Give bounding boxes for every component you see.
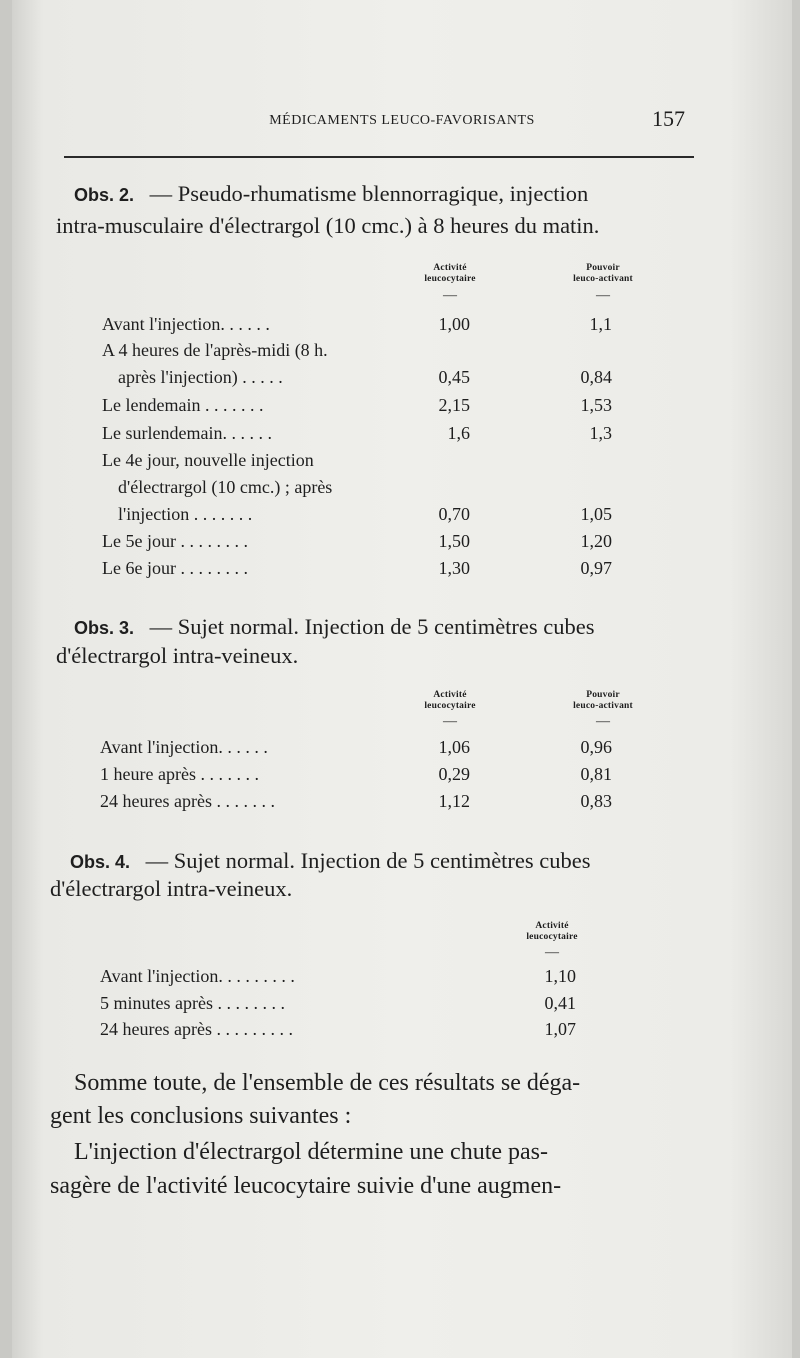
obs3-col2-dash: —	[596, 714, 610, 729]
obs3-line2: d'électrargol intra-veineux.	[56, 643, 299, 668]
obs3-row-v1: 1,06	[438, 737, 470, 757]
obs3-row-label: Avant l'injection. . . . . .	[100, 737, 268, 757]
obs2-row-v1: 1,50	[438, 531, 470, 551]
obs3-col2-head: Pouvoir leuco-activant	[573, 690, 633, 711]
obs3-row-label: 1 heure après . . . . . . .	[100, 764, 259, 784]
book-page	[12, 0, 792, 1358]
obs4-row-v1: 0,41	[544, 993, 576, 1013]
obs3-line1: — Sujet normal. Injection de 5 centimètres cubes	[149, 614, 595, 639]
obs4-row-label: 5 minutes après . . . . . . . .	[100, 993, 285, 1013]
obs4-label: Obs. 4.	[70, 852, 131, 872]
obs2-row-v2: 1,3	[589, 423, 612, 443]
obs3-row-v2: 0,83	[580, 791, 612, 811]
obs2-row-label: Le 4e jour, nouvelle injection	[102, 450, 314, 470]
obs2-row-v2: 1,20	[580, 531, 612, 551]
obs3-col1-dash: —	[443, 714, 457, 729]
obs4-row-v1: 1,10	[544, 966, 576, 986]
obs4-row-v1: 1,07	[544, 1019, 576, 1039]
obs2-row-v1: 0,70	[438, 504, 470, 524]
obs4-heading	[70, 848, 591, 874]
obs2-row-v1: 2,15	[438, 395, 470, 415]
obs2-col1-dash: —	[443, 288, 457, 303]
obs2-row-label-cont: l'injection . . . . . . .	[118, 504, 253, 524]
obs3-label: Obs. 3.	[74, 618, 135, 638]
obs3-heading	[74, 614, 595, 640]
obs2-row-label: Avant l'injection. . . . . .	[102, 314, 270, 334]
obs3-row-v2: 0,81	[580, 764, 612, 784]
obs4-row-label: 24 heures après . . . . . . . . .	[100, 1019, 293, 1039]
obs4-line1: — Sujet normal. Injection de 5 centimètres cubes	[145, 848, 591, 873]
obs2-row-v1: 1,6	[447, 423, 470, 443]
obs3-row-v1: 1,12	[438, 791, 470, 811]
page-number: 157	[652, 106, 685, 131]
conclusion-line: L'injection d'électrargol détermine une chute pas-	[74, 1139, 549, 1165]
obs2-row-v2: 0,97	[580, 558, 612, 578]
obs3-col1-head: Activité leucocytaire	[424, 690, 476, 711]
conclusion-line: gent les conclusions suivantes :	[50, 1103, 352, 1129]
obs2-heading	[74, 181, 588, 207]
obs2-row-v1: 0,45	[438, 367, 470, 387]
obs3-row-v2: 0,96	[580, 737, 612, 757]
obs4-row-label: Avant l'injection. . . . . . . . .	[100, 966, 295, 986]
obs2-row-v2: 1,1	[589, 314, 612, 334]
header-rule	[64, 156, 694, 158]
obs2-row-label: Le surlendemain. . . . . .	[102, 423, 272, 443]
obs2-row-label: Le 5e jour . . . . . . . .	[102, 531, 248, 551]
running-head: MÉDICAMENTS LEUCO-FAVORISANTS	[269, 113, 535, 128]
obs2-row-v2: 1,53	[580, 395, 612, 415]
conclusion-line: Somme toute, de l'ensemble de ces résultats se déga-	[74, 1070, 581, 1096]
obs3-row-v1: 0,29	[438, 764, 470, 784]
obs2-row-label: Le 6e jour . . . . . . . .	[102, 558, 248, 578]
obs2-row-label-cont: après l'injection) . . . . .	[118, 367, 283, 387]
obs2-row-label: Le lendemain . . . . . . .	[102, 395, 264, 415]
obs4-line2: d'électrargol intra-veineux.	[50, 876, 293, 901]
obs2-row-v1: 1,00	[438, 314, 470, 334]
obs2-row-v2: 0,84	[580, 367, 612, 387]
obs4-col1-dash: —	[545, 945, 559, 960]
obs2-row-v1: 1,30	[438, 558, 470, 578]
obs2-col2-head: Pouvoir leuco-activant	[573, 263, 633, 284]
obs2-col2-dash: —	[596, 288, 610, 303]
obs2-label: Obs. 2.	[74, 185, 135, 205]
obs2-line2: intra-musculaire d'électrargol (10 cmc.) à 8 heures du matin.	[56, 213, 600, 238]
obs3-row-label: 24 heures après . . . . . . .	[100, 791, 275, 811]
obs4-col1-head: Activité leucocytaire	[526, 921, 578, 942]
conclusion-line: sagère de l'activité leucocytaire suivie d'une augmen-	[50, 1173, 562, 1199]
obs2-row-label: A 4 heures de l'après-midi (8 h.	[102, 340, 328, 360]
obs2-row-v2: 1,05	[580, 504, 612, 524]
obs2-line1: — Pseudo-rhumatisme blennorragique, injection	[149, 181, 589, 206]
obs2-col1-head: Activité leucocytaire	[424, 263, 476, 284]
obs2-row-label-cont: d'électrargol (10 cmc.) ; après	[118, 477, 333, 497]
